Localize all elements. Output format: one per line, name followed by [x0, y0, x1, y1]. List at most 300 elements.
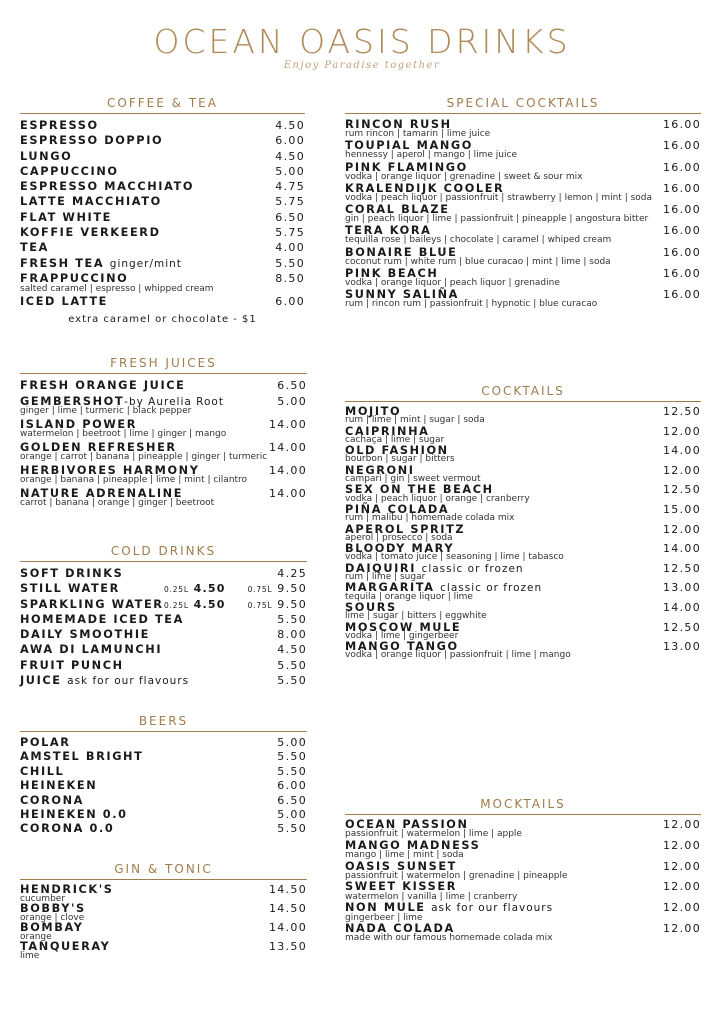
item-description: passionfruit | watermelon | grenadine | pineapple — [345, 870, 568, 881]
item-price-group — [275, 271, 305, 286]
coffee-item — [20, 240, 305, 255]
coffee-item — [20, 194, 305, 209]
item-price-group — [277, 627, 307, 642]
item-description: gin | peach liquor | lime | passionfruit | pineapple | angostura bitter — [345, 214, 649, 225]
item-name — [20, 225, 161, 240]
item-description: passionfruit | watermelon | lime | apple — [345, 829, 522, 840]
item-description: cachaça | lime | sugar — [345, 434, 445, 445]
item-name-text: MANGO TANGO — [345, 640, 459, 654]
item-price: 5.50 — [277, 764, 307, 778]
item-name — [20, 673, 189, 689]
item-price: 4.50 — [275, 119, 305, 132]
item-price-group — [277, 736, 307, 750]
beers-item — [20, 736, 307, 750]
item-name — [20, 581, 120, 596]
mocktails-item — [345, 923, 701, 944]
item-description: salted caramel | espresso | whipped cream — [20, 284, 214, 295]
coffee-tea-section — [20, 96, 305, 325]
juices-item — [20, 486, 307, 509]
item-price: 12.50 — [663, 405, 701, 418]
item-price: 12.00 — [663, 463, 701, 477]
item-name-text: SOURS — [345, 600, 397, 614]
item-name — [20, 210, 112, 225]
section-divider — [345, 113, 701, 114]
cold-item — [20, 597, 307, 612]
item-name-text: FRESH ORANGE JUICE — [20, 379, 186, 392]
special-item — [345, 224, 701, 245]
cocktails-section — [345, 384, 701, 661]
item-price: 13.50 — [269, 940, 307, 953]
item-description: gingerbeer | lime — [345, 912, 423, 923]
mocktails-item — [345, 861, 701, 882]
item-price: 6.50 — [277, 793, 307, 807]
coffee-item — [20, 164, 305, 179]
item-name-text: NEGRONI — [345, 463, 415, 477]
item-price: 4.75 — [275, 180, 305, 194]
juices-item — [20, 394, 307, 417]
special-item — [345, 161, 701, 182]
item-price-group — [663, 139, 701, 152]
item-description: vodka | lime | gingerbeer — [345, 630, 459, 641]
item-note: ginger/mint — [109, 257, 182, 270]
coffee-item — [20, 133, 305, 148]
price-small: 4.50 — [193, 582, 226, 596]
item-price: 16.00 — [663, 118, 701, 131]
item-price: 16.00 — [663, 203, 701, 217]
item-price: 5.50 — [277, 674, 307, 688]
item-name-text: SWEET KISSER — [345, 880, 458, 894]
cold-drinks-section — [20, 544, 307, 688]
item-description: rum | rincon rum | passionfruit | hypnotic | blue curacao — [345, 299, 598, 310]
beers-item — [20, 765, 307, 779]
item-price-group — [663, 484, 701, 496]
beers-item — [20, 822, 307, 836]
item-note: classic or frozen — [440, 582, 543, 595]
item-note: ask for our flavours — [431, 902, 554, 915]
item-note: ask for our flavours — [67, 675, 190, 688]
item-price-group — [277, 566, 307, 581]
item-name-text: CAPPUCCINO — [20, 164, 119, 178]
item-price: 4.00 — [275, 241, 305, 255]
item-price: 14.00 — [269, 921, 307, 934]
cocktails-item — [345, 563, 701, 583]
coffee-item — [20, 179, 305, 194]
item-name-text: NON MULE — [345, 901, 426, 915]
item-price-group — [275, 164, 305, 179]
item-description: orange | clove — [20, 912, 85, 923]
item-description: vodka | peach liquor | passionfruit | strawberry | lemon | mint | soda — [345, 192, 653, 203]
size-large-label: 0.75L — [247, 600, 273, 610]
item-name-text: OCEAN PASSION — [345, 818, 469, 831]
item-price-group — [663, 426, 701, 438]
item-description: tequilla rose | baileys | chocolate | caramel | whiped cream — [345, 235, 612, 246]
item-price: 4.50 — [277, 643, 307, 657]
item-description: vodka | peach liquor | orange | cranberry — [345, 493, 530, 504]
item-row — [20, 210, 305, 225]
item-description: vodka | orange liquor | grenadine | sweet & sour mix — [345, 171, 583, 182]
mocktails-item — [345, 819, 701, 840]
section-divider — [345, 814, 701, 815]
item-price: 12.50 — [663, 483, 701, 497]
item-description: made with our famous homemade colada mix — [345, 933, 553, 944]
cocktails-item — [345, 524, 701, 544]
beers-item — [20, 750, 307, 764]
item-price-group — [269, 463, 307, 479]
section-divider — [20, 561, 307, 562]
coffee-item — [20, 294, 305, 309]
section-title: COFFEE & TEA — [107, 96, 218, 110]
item-name-text: OASIS SUNSET — [345, 859, 457, 873]
item-note: classic or frozen — [421, 562, 524, 575]
item-price: 6.00 — [275, 134, 305, 148]
cocktails-item — [345, 622, 701, 642]
item-name-text: ESPRESSO MACCHIATO — [20, 180, 195, 194]
item-name-text: MARGARITA — [345, 581, 435, 595]
item-row — [20, 736, 307, 750]
item-name-text: AWA DI LAMUNCHI — [20, 643, 163, 657]
item-price-group — [277, 658, 307, 673]
cocktails-item — [345, 426, 701, 446]
item-price-group — [269, 417, 307, 433]
coffee-item — [20, 225, 305, 240]
item-name-text: PINK FLAMINGO — [345, 160, 468, 174]
mocktails-item — [345, 840, 701, 861]
item-description: rum | malibu | homemade colada mix — [345, 513, 515, 524]
item-price: 5.00 — [277, 736, 307, 749]
item-description: watermelon | vanilla | lime | cranberry — [345, 891, 518, 902]
item-price-group — [269, 884, 307, 897]
item-name — [20, 149, 72, 164]
item-price-group — [275, 149, 305, 164]
item-description: vodka | orange liquor | peach liquor | grenadine — [345, 278, 560, 289]
item-price: 12.50 — [663, 620, 701, 634]
section-title: GIN & TONIC — [114, 862, 213, 876]
item-row — [20, 765, 307, 779]
item-name — [20, 736, 71, 750]
item-price-group — [663, 224, 701, 237]
item-name-text: POLAR — [20, 736, 71, 749]
item-price-group — [663, 641, 701, 653]
item-price-group — [275, 210, 305, 225]
item-description: coconut rum | white rum | blue curacao | mint | lime | soda — [345, 256, 611, 267]
size-small-label: 0.25L — [163, 600, 189, 610]
item-description: rum rincon | tamarin | lime juice — [345, 129, 491, 139]
item-row — [20, 294, 305, 309]
extra-note: extra caramel or chocolate - $1 — [68, 313, 257, 325]
item-name-text: MOJITO — [345, 405, 402, 418]
beers-item — [20, 779, 307, 793]
item-name-text: TANQUERAY — [20, 940, 111, 953]
cold-item — [20, 627, 307, 642]
special-item — [345, 182, 701, 203]
item-price-group — [277, 765, 307, 779]
item-price-group — [663, 524, 701, 536]
item-name-text: CORONA — [20, 793, 84, 807]
item-description: rum | lime | sugar — [345, 572, 426, 583]
item-name-text: CAIPRINHA — [345, 424, 430, 438]
item-price: 14.00 — [269, 463, 307, 477]
section-divider — [20, 113, 305, 114]
section-divider — [20, 731, 307, 732]
item-row — [20, 225, 305, 240]
section-divider — [20, 373, 307, 374]
item-price-group — [663, 602, 701, 614]
item-price-group — [275, 256, 305, 271]
item-name-text: GOLDEN REFRESHER — [20, 440, 177, 454]
item-row — [20, 194, 305, 209]
item-price: 16.00 — [663, 245, 701, 259]
item-price: 16.00 — [663, 224, 701, 238]
item-description: lime | sugar | bitters | eggwhite — [345, 611, 487, 622]
item-name — [20, 642, 162, 657]
beers-item — [20, 794, 307, 808]
item-name — [20, 794, 84, 808]
item-name-text: CORONA 0.0 — [20, 822, 115, 836]
item-description: campari | gin | sweet vermout — [345, 474, 481, 485]
item-name — [20, 179, 194, 194]
item-name-text: HEINEKEN 0.0 — [20, 807, 128, 821]
item-price-group — [277, 794, 307, 808]
item-price-group — [663, 246, 701, 259]
item-price-group — [277, 394, 307, 410]
item-description: vodka | tomato juice | seasoning | lime | tabasco — [345, 552, 564, 563]
coffee-item — [20, 271, 305, 294]
item-name-text: DAIQUIRI — [345, 561, 417, 575]
item-name — [20, 118, 99, 133]
item-price-group — [275, 179, 305, 194]
item-name-text: SUNNY SALIÑA — [345, 288, 460, 302]
item-price: 6.00 — [275, 295, 305, 309]
item-name-text: ICED LATTE — [20, 295, 108, 309]
item-name-text: STILL WATER — [20, 582, 120, 596]
item-price: 12.50 — [663, 561, 701, 575]
item-name — [20, 779, 97, 793]
item-price-group — [663, 182, 701, 195]
item-name — [20, 256, 182, 272]
item-name-text: BOBBY'S — [20, 902, 86, 915]
item-price: 8.00 — [277, 628, 307, 642]
item-price: 12.00 — [663, 880, 701, 894]
item-row — [20, 642, 307, 657]
gin-item — [20, 941, 307, 960]
item-price-group — [275, 194, 305, 209]
item-price-group — [663, 923, 701, 935]
item-price: 6.50 — [277, 379, 307, 392]
item-price-group — [275, 225, 305, 240]
item-row — [20, 627, 307, 642]
item-name-text: LUNGO — [20, 149, 73, 163]
item-price-group — [663, 622, 701, 634]
special-item — [345, 246, 701, 267]
item-price: 5.75 — [275, 195, 305, 209]
item-name — [20, 566, 123, 581]
item-description: watermelon | beetroot | lime | ginger | mango — [20, 429, 227, 439]
juices-item — [20, 378, 307, 394]
size-large-label: 0.75L — [247, 585, 273, 595]
cocktails-item — [345, 543, 701, 563]
item-price-group — [663, 504, 701, 516]
beers-section — [20, 714, 307, 837]
item-name — [20, 240, 49, 255]
item-description: mango | lime | mint | soda — [345, 850, 464, 861]
item-price-group — [164, 581, 307, 597]
item-name — [20, 597, 164, 612]
item-name-text: TOUPIAL MANGO — [345, 139, 473, 153]
item-price-group — [663, 406, 701, 418]
coffee-item — [20, 118, 305, 133]
cold-item — [20, 673, 307, 688]
item-name-text: GEMBERSHOT — [20, 394, 125, 408]
item-name — [20, 658, 124, 673]
item-name-text: BONAIRE BLUE — [345, 245, 458, 259]
item-name-text: HENDRICK'S — [20, 883, 114, 896]
item-price: 5.00 — [277, 807, 307, 821]
item-price-group — [275, 133, 305, 148]
item-name — [20, 808, 128, 822]
item-price-group — [275, 240, 305, 255]
item-price-group — [277, 822, 307, 836]
item-name-text: SOFT DRINKS — [20, 567, 124, 580]
item-price-group — [663, 267, 701, 280]
item-price-group — [277, 378, 307, 394]
item-name-text: FRAPPUCCINO — [20, 271, 129, 285]
item-row — [20, 673, 307, 688]
item-price: 16.00 — [663, 139, 701, 153]
cocktails-item — [345, 602, 701, 622]
item-price: 5.00 — [275, 164, 305, 178]
item-price: 13.00 — [663, 581, 701, 595]
item-row — [20, 149, 305, 164]
special-item — [345, 139, 701, 160]
item-name-text: RINCON RUSH — [345, 118, 452, 131]
item-row — [20, 256, 305, 271]
item-price: 16.00 — [663, 267, 701, 281]
section-title: BEERS — [138, 714, 189, 728]
item-description: vodka | orange liquor | passionfruit | lime | mango — [345, 650, 571, 661]
juices-item — [20, 440, 307, 463]
item-price-group — [275, 294, 305, 309]
item-name-text: SEX ON THE BEACH — [345, 483, 494, 497]
item-price-group — [663, 465, 701, 477]
item-price: 6.00 — [277, 779, 307, 793]
item-description: rum | lime | mint | sugar | soda — [345, 415, 485, 426]
item-row — [20, 822, 307, 836]
item-price-group — [277, 642, 307, 657]
menu-title: OCEAN OASIS DRINKS — [153, 22, 571, 61]
item-name-text: FRESH TEA — [20, 256, 105, 270]
item-price: 5.00 — [277, 394, 307, 408]
gin-item — [20, 884, 307, 903]
item-price-group — [663, 563, 701, 575]
item-name — [20, 765, 64, 779]
item-row — [20, 566, 307, 581]
item-name-text: NADA COLADA — [345, 921, 455, 935]
item-row — [20, 378, 307, 394]
item-name-text: TEA — [20, 241, 49, 255]
cocktails-item — [345, 465, 701, 485]
item-name-text: SPARKLING WATER — [20, 597, 164, 611]
item-price-group — [269, 486, 307, 502]
item-name-text: CHILL — [20, 764, 65, 778]
menu-tagline: Enjoy Paradise together — [283, 60, 441, 71]
item-name-text: HOMEMADE ICED TEA — [20, 612, 184, 626]
cold-item — [20, 642, 307, 657]
cold-item — [20, 612, 307, 627]
item-name — [20, 164, 119, 179]
item-price-group — [663, 861, 701, 873]
item-price: 16.00 — [663, 181, 701, 195]
item-name-text: MOSCOW MULE — [345, 620, 462, 634]
item-price: 14.00 — [663, 444, 701, 458]
juices-item — [20, 463, 307, 486]
item-price-group — [663, 582, 701, 594]
item-price: 14.50 — [269, 883, 307, 896]
item-name-text: NATURE ADRENALINE — [20, 486, 184, 500]
item-name-text: TERA KORA — [345, 224, 432, 238]
item-description: orange | banana | pineapple | lime | mint | cilantro — [20, 475, 248, 485]
size-small-label: 0.25L — [163, 585, 189, 595]
item-price: 12.00 — [663, 818, 701, 831]
gin-item — [20, 922, 307, 941]
item-price-group — [663, 543, 701, 555]
item-price: 14.50 — [269, 902, 307, 915]
item-price-group — [275, 118, 305, 133]
item-price-group — [663, 288, 701, 301]
item-price-group — [663, 118, 701, 131]
item-description: orange | carrot | banana | pineapple | ginger | turmeric — [20, 452, 268, 462]
cocktails-item — [345, 582, 701, 602]
item-name-text: DAILY SMOOTHIE — [20, 628, 150, 642]
item-price-group — [277, 808, 307, 822]
item-name-text: ISLAND POWER — [20, 417, 138, 431]
gin-tonic-section — [20, 862, 307, 960]
item-description: ginger | lime | turmeric | black pepper — [20, 406, 192, 416]
item-description: cucumber — [20, 893, 66, 904]
item-name — [20, 750, 143, 764]
mocktails-item — [345, 881, 701, 902]
item-price-group — [277, 779, 307, 793]
item-price: 15.00 — [663, 502, 701, 516]
item-row — [20, 779, 307, 793]
item-row — [20, 612, 307, 627]
item-price-group — [269, 903, 307, 916]
item-price-group — [164, 597, 307, 613]
item-price: 12.00 — [663, 522, 701, 536]
item-note: -by Aurelia Root — [124, 395, 224, 408]
item-description: carrot | banana | orange | ginger | beetroot — [20, 498, 215, 508]
item-name-text: FLAT WHITE — [20, 210, 112, 224]
item-price: 12.00 — [663, 838, 701, 852]
item-name — [20, 612, 184, 627]
item-price: 14.00 — [269, 417, 307, 431]
item-price: 14.00 — [663, 600, 701, 614]
item-price: 6.50 — [275, 210, 305, 224]
mocktails-section — [345, 797, 701, 944]
item-price: 12.00 — [663, 859, 701, 873]
coffee-item — [20, 149, 305, 164]
coffee-item — [20, 256, 305, 271]
item-description: orange — [20, 931, 52, 942]
item-price: 5.50 — [277, 750, 307, 764]
cocktails-item — [345, 406, 701, 426]
section-title: COLD DRINKS — [110, 544, 217, 558]
gin-item — [20, 903, 307, 922]
section-title: SPECIAL COCKTAILS — [446, 96, 600, 110]
item-name-text: PINK BEACH — [345, 267, 439, 281]
special-item — [345, 267, 701, 288]
item-row — [20, 750, 307, 764]
item-name-text: HERBIVORES HARMONY — [20, 463, 200, 477]
